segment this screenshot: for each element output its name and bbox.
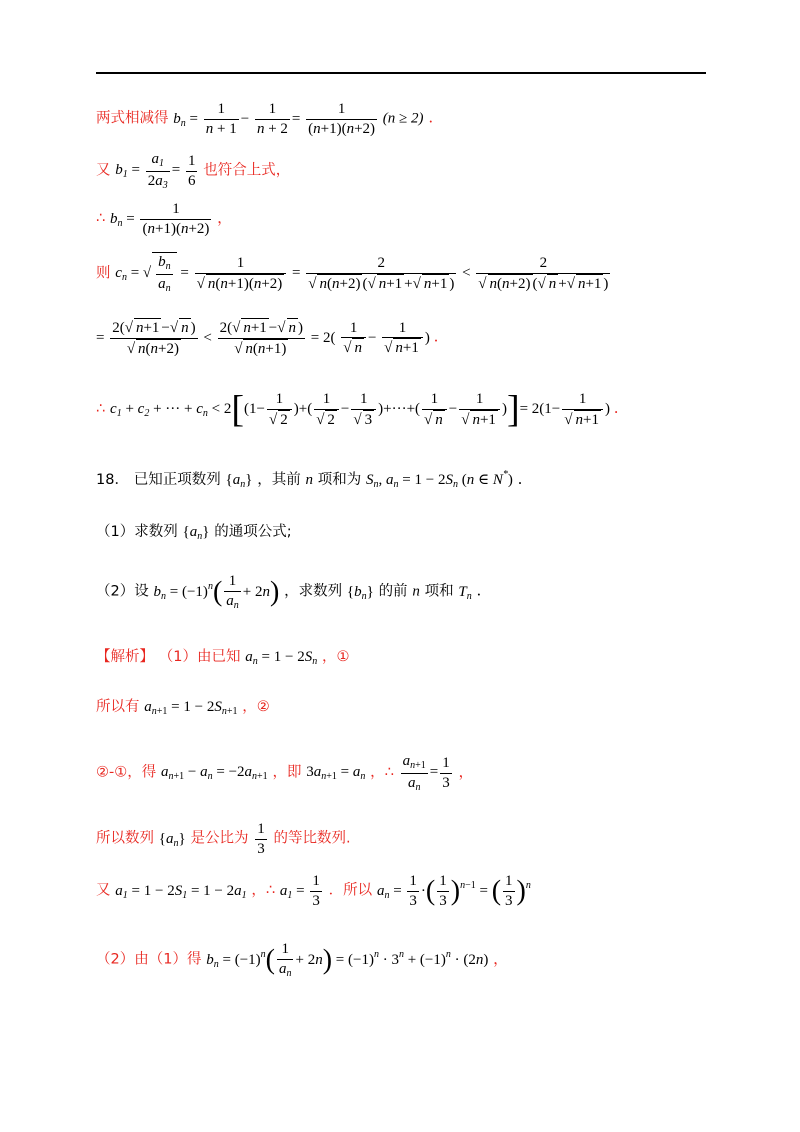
solution-text: ②-①，得 [96, 764, 157, 781]
part-text: 的前 [378, 583, 408, 600]
solution-text: 的等比数列. [273, 830, 351, 847]
q-text: ，其前 [257, 472, 301, 488]
var-n: n [412, 583, 420, 600]
formula-bn-final: $b_n$ = $\frac{1}{(n+1)(n+2)}$ [110, 201, 210, 237]
formula-bn-def: $b_n = (-1)^n$( $\frac{1}{a_n}$ + 2n) [153, 573, 280, 611]
condition: (n ≥ 2) [382, 110, 424, 127]
formula-bn: $b_n$ = $\frac{1}{n + 1}$ − $\frac{1}{n + 2}$ = $\frac{1}{(n+1)(n+2)}$ [173, 101, 376, 137]
solution-text: 所以有 [96, 699, 140, 715]
fraction-third: $\frac{1}{3}$ [257, 821, 265, 857]
lead-text: 两式相减得 [96, 110, 169, 127]
lead-text: 则 [96, 265, 111, 282]
solution-line2 [96, 695, 270, 717]
solution-start [96, 645, 350, 667]
formula-sum: $c_1 + c_2$ + ··· + $c_n < 2[(1-$ 1 √ 2 )+( 1 √ 2 − 1 √ 3 )+···+( 1 √ n − 1 √ n+1 )]= 2(1− 1 √ n+1 ) [110, 401, 614, 417]
formula-b1: $b_1$ = $\frac{a_1}{2a_3}$ = $\frac{1}{6}$ [115, 151, 196, 191]
therefore-symbol: ，∴ [251, 882, 276, 899]
solution-text: 是公比为 [190, 830, 249, 847]
question-18 [96, 468, 522, 490]
part-label: （2）设 [96, 583, 149, 600]
line-therefore-bn [96, 200, 232, 239]
formula-bn-expand: $b_n = (-1)^n$( $\frac{1}{a_n}$ + $2n) = (-1)^n \cdot 3^n + (-1)^n \cdot (2n)$ [206, 941, 489, 979]
solution-line4 [96, 820, 351, 859]
question-18-part1 [96, 520, 292, 542]
formula-sn: $S_n$, $a_n = 1 - 2S_n$ (n ∈ N*) [366, 469, 513, 490]
set-an: $\{a_n\}$ [225, 472, 253, 490]
formula-an: $a_n = 1 - 2S_n$ [245, 649, 318, 667]
solution-label: 【解析】 [96, 649, 154, 665]
tail-text: 也符合上式， [203, 162, 291, 179]
part-label: （1）求数列 [96, 524, 178, 540]
comma: ， [217, 208, 233, 227]
solution-line6 [96, 940, 508, 980]
formula-an1: $a_{n+1} = 1 - 2S_{n+1}$ [144, 699, 238, 717]
period: . [517, 470, 523, 488]
formula-3a: $3a_{n+1} = a_n$ [306, 764, 366, 783]
set-an: $\{a_n\}$ [182, 524, 210, 542]
solution-text: （2）由（1）得 [96, 951, 202, 968]
line-b1 [96, 150, 290, 192]
header-rule [96, 72, 706, 74]
solution-text: （1）由已知 [158, 649, 241, 665]
therefore-symbol: ∴ [96, 210, 106, 227]
therefore-symbol: ，∴ [370, 764, 394, 781]
formula-an-general: $a_n$ = $\frac{1}{3}$ ·( $\frac{1}{3}$ )$^{n-1}$ = ( $\frac{1}{3}$ )$^n$ [376, 873, 531, 909]
lead-text: 又 [96, 162, 111, 179]
solution-text: ，即 [272, 764, 302, 781]
comma: ， [458, 762, 474, 781]
q-text: 已知正项数列 [133, 472, 221, 488]
question-18-part2 [96, 572, 481, 612]
period: . [476, 581, 482, 600]
formula-ratio: $\frac{a_{n+1}}{a_n}$ = $\frac{1}{3}$ [402, 753, 450, 793]
var-n: n [305, 472, 313, 488]
part-text: 的通项公式; [214, 524, 292, 540]
var-tn: $T_n$ [458, 583, 472, 602]
therefore-symbol: ∴ [96, 401, 106, 418]
solution-text: ．所以 [328, 882, 373, 899]
formula-diff: $a_{n+1} - a_n = -2a_{n+1}$ [161, 764, 268, 783]
solution-text: 所以数列 [96, 830, 154, 847]
set-bn: $\{b_n\}$ [346, 583, 374, 602]
set-an: $\{a_n\}$ [158, 830, 186, 849]
period: . [428, 108, 434, 127]
part-text: 项和 [424, 583, 454, 600]
solution-line5 [96, 872, 531, 911]
q-text: 项和为 [317, 472, 362, 488]
line-sum: ∴ $c_1 + c_2$ + ··· + $c_n < 2[(1-$ 1 √ 2 )+( 1 √ 2 − 1 √ 3 )+···+( 1 √ n − 1 √ n+1 )]= 2(1− 1 √ n+1 ) . [96, 390, 619, 430]
solution-text: 又 [96, 882, 111, 899]
solution-line3 [96, 752, 474, 794]
marker-1: ，① [322, 649, 350, 665]
line-difference [96, 100, 433, 139]
formula-inequality: = 2(√ n+1 −√ n ) √ n(n+2) < 2(√ n+1 −√ n ) √ n(n+1) = 2( 1 √ n − 1 √ n+1 ) [96, 330, 434, 346]
line-cn [96, 252, 612, 295]
formula-a1: $a_1 = 1 - 2S_1 = 1 - 2a_1$ [115, 882, 247, 901]
line-inequality: = 2(√ n+1 −√ n ) √ n(n+2) < 2(√ n+1 −√ n ) √ n(n+1) = 2( 1 √ n − 1 √ n+1 ) . [96, 318, 438, 359]
formula-a1-value: $a_1$ = $\frac{1}{3}$ [279, 873, 320, 909]
question-number: 18． [96, 472, 129, 488]
part-text: ，求数列 [284, 583, 343, 600]
marker-2: ，② [242, 699, 270, 715]
comma: ， [493, 949, 509, 968]
formula-cn: $c_n$ = √ $\frac{b_n}{a_n}$ = 1 √ n(n+1)(n+2) = 2 √ n(n+2) (√ n+1 +√ n+1 ) < 2 √ n(n+2) (√ n +√ n+1 ) [115, 265, 612, 281]
